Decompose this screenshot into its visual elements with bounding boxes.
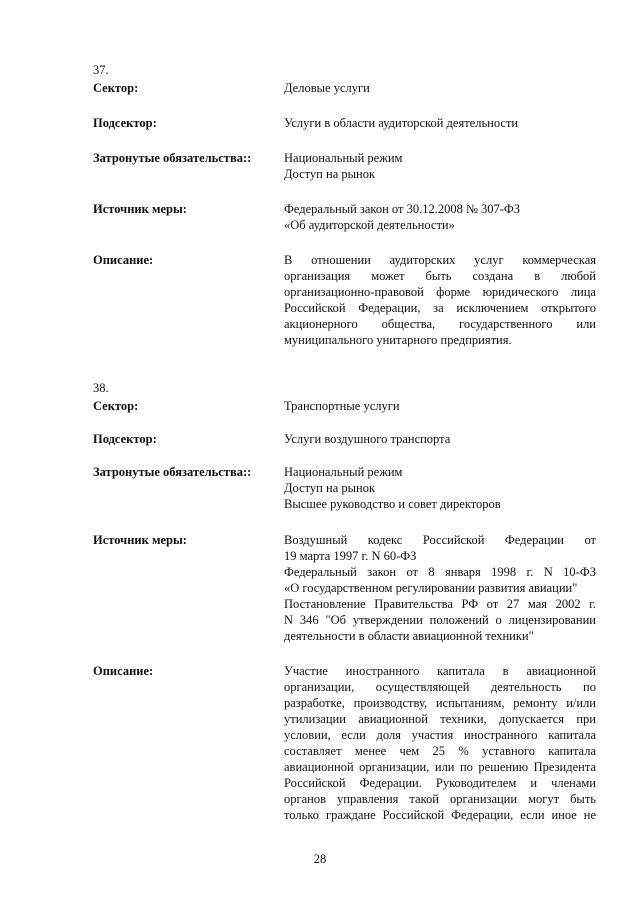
description-line: Российской Федерации, за исключением открытого (284, 301, 596, 315)
subsector-label: Подсектор: (93, 432, 157, 446)
subsector-value: Услуги в области аудиторской деятельности (284, 116, 519, 130)
description-label: Описание: (93, 253, 154, 267)
source-label: Источник меры: (93, 202, 187, 216)
sector-row (93, 80, 596, 96)
description-row (93, 663, 596, 823)
description-value (284, 252, 596, 348)
source-line: Федеральный закон от 8 января 1998 г. N 10-ФЗ (284, 565, 596, 579)
entry-number: 38. (93, 381, 109, 395)
obligation-item: Национальный режим (284, 465, 403, 479)
source-value (284, 532, 596, 644)
source-row (93, 201, 596, 233)
source-value (284, 201, 596, 233)
description-line: акционерного общества, государственного или (284, 317, 596, 331)
obligation-item: Высшее руководство и совет директоров (284, 497, 501, 511)
subsector-row (93, 431, 596, 447)
description-line: авиационной организации, или по решению Президента (284, 760, 596, 774)
page-number: 28 (313, 852, 327, 866)
source-line: Воздушный кодекс Российской Федерации от (284, 533, 596, 547)
subsector-label: Подсектор: (93, 116, 157, 130)
description-line: Российской Федерации. Руководителем и членами (284, 776, 596, 790)
description-line: условии, если доля участия иностранного капитала (284, 728, 596, 742)
obligation-item: Доступ на рынок (284, 167, 376, 181)
description-label: Описание: (93, 664, 154, 678)
subsector-row (93, 115, 596, 131)
obligations-row (93, 150, 596, 182)
obligations-label: Затронутые обязательства:: (93, 151, 252, 165)
source-line: Федеральный закон от 30.12.2008 № 307-ФЗ (284, 202, 521, 216)
sector-value: Деловые услуги (284, 81, 370, 95)
description-line: только граждане Российской Федерации, если иное не (284, 808, 596, 822)
source-line: деятельности в области авиационной техники" (284, 629, 534, 643)
obligations-row (93, 464, 596, 512)
description-line: органов управления такой организации могут быть (284, 792, 596, 806)
obligation-item: Доступ на рынок (284, 481, 376, 495)
source-line: «О государственном регулировании развития авиации" (284, 581, 578, 595)
sector-value: Транспортные услуги (284, 399, 400, 413)
obligation-item: Национальный режим (284, 151, 403, 165)
obligations-value (284, 150, 596, 182)
sector-row (93, 398, 596, 414)
source-line: 19 марта 1997 г. N 60-ФЗ (284, 549, 417, 563)
sector-label: Сектор: (93, 81, 139, 95)
obligations-value (284, 464, 596, 512)
description-line: составляет менее чем 25 % уставного капитала (284, 744, 596, 758)
source-line: N 346 "Об утверждении положений о лицензировании (284, 613, 596, 627)
description-value (284, 663, 596, 823)
description-line: организация может быть создана в любой (284, 269, 596, 283)
description-row (93, 252, 596, 348)
description-line: разработке, производству, испытаниям, ремонту и/или (284, 696, 596, 710)
description-line: В отношении аудиторских услуг коммерческая (284, 253, 596, 267)
description-line: утилизации авиационной техники, допускается при (284, 712, 596, 726)
description-line: муниципального унитарного предприятия. (284, 333, 512, 347)
obligations-label: Затронутые обязательства:: (93, 465, 252, 479)
entry-number: 37. (93, 63, 109, 77)
description-line: Участие иностранного капитала в авиационной (284, 664, 596, 678)
entry-37 (93, 62, 596, 348)
entry-38 (93, 380, 596, 823)
source-line: «Об аудиторской деятельности» (284, 218, 455, 232)
description-line: организационно-правовой форме юридического лица (284, 285, 596, 299)
source-line: Постановление Правительства РФ от 27 мая 2002 г. (284, 597, 596, 611)
source-row (93, 532, 596, 644)
source-label: Источник меры: (93, 533, 187, 547)
description-line: организации, осуществляющей деятельность по (284, 680, 596, 694)
subsector-value: Услуги воздушного транспорта (284, 432, 451, 446)
sector-label: Сектор: (93, 399, 139, 413)
